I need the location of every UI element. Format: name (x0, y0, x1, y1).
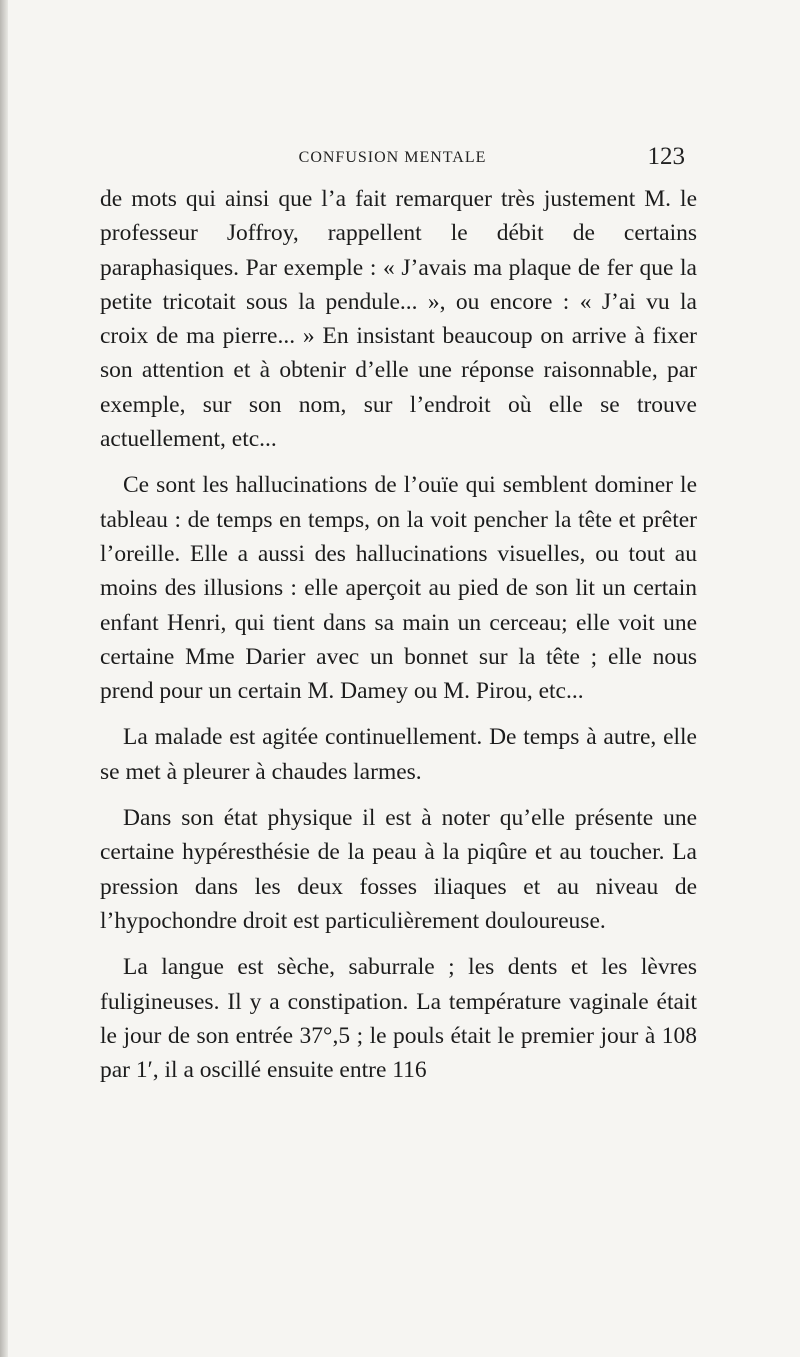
paragraph-1: de mots qui ainsi que l’a fait remarquer très justement M. le professeur Joffroy, rappellent le débit de certains paraphasiques. Par exemple : « J’avais ma plaque de fer que la petite tricotait sous la pendule... », ou encore : « J’ai vu la croix de ma pierre... » En insistant beaucoup on arrive à fixer son attention et à obtenir d’elle une réponse raisonnable, par exemple, sur son nom, sur l’endroit où elle se trouve actuellement, etc... (100, 186, 697, 453)
running-head (100, 143, 685, 173)
running-title: CONFUSION MENTALE (298, 149, 487, 166)
page-number: 123 (647, 143, 685, 170)
page-edge-shadow (0, 0, 8, 1357)
paragraph-3: La malade est agitée continuellement. De temps à autre, elle se met à pleurer à chaudes larmes. (100, 724, 697, 785)
paragraph-5: La langue est sèche, saburrale ; les dents et les lèvres fuligineuses. Il y a constipation. La température vaginale était le jour de son entrée 37°,5 ; le pouls était le premier jour à 108 par 1′, il a oscillé ensuite entre 116 (100, 954, 697, 1084)
paragraph-2: Ce sont les hallucinations de l’ouïe qui semblent dominer le tableau : de temps en temps, on la voit pencher la tête et prêter l’oreille. Elle a aussi des hallucinations visuelles, ou tout au moins des illusions : elle aperçoit au pied de son lit un certain enfant Henri, qui tient dans sa main un cerceau; elle voit une certaine Mme Darier avec un bonnet sur la tête ; elle nous prend pour un certain M. Damey ou M. Pirou, etc... (100, 472, 697, 705)
paragraph-4: Dans son état physique il est à noter qu’elle présente une certaine hypéresthésie de la peau à la piqûre et au toucher. La pression dans les deux fosses iliaques et au niveau de l’hypochondre droit est particulièrement douloureuse. (100, 805, 697, 934)
body-text (100, 182, 697, 1099)
